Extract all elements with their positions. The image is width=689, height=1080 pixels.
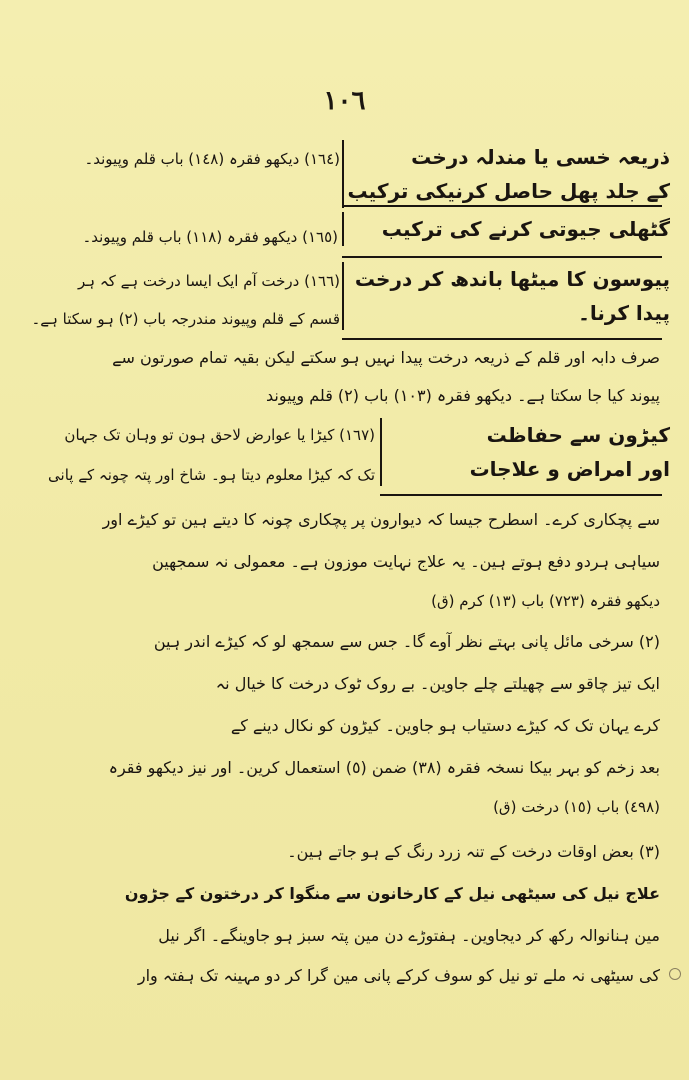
heading-peach-box (342, 262, 670, 330)
body-line-18: علاج نیل کی سیٹھی نیل کے کارخانون سے منگوا کر درختون کے جڑون (124, 884, 660, 903)
heading-graft-box (342, 140, 670, 208)
heading-insects-underline (380, 494, 662, 496)
body-line-11: دیکھو فقرہ (٧٢٣) باب (١٣) کرم (ق) (431, 592, 660, 610)
body-line-12: (٢) سرخی مائل پانی بہتے نظر آوے گا۔ جس سے سمجھ لو کہ کیڑے اندر ہین (153, 632, 660, 651)
heading-graft-line-2: کے جلد پھل حاصل کرنیکی ترکیب (347, 179, 670, 203)
body-line-3: (١٦٦) درخت آم ایک ایسا درخت ہے کہ ہر (78, 272, 340, 290)
heading-graft-line-1: ذریعہ خسی یا مندلہ درخت (411, 145, 670, 169)
body-line-6: پیوند کیا جا سکتا ہے۔ دیکھو فقرہ (١٠٣) باب (٢) قلم وپیوند (266, 386, 660, 405)
heading-peach-line-1: پیوسون کا میٹھا باندھ کر درخت (354, 267, 670, 291)
body-line-19: مین ہنانوالہ رکھ کر دیجاوین۔ ہفتوڑے دن مین پتہ سبز ہو جاوینگے۔ اگر نیل (158, 926, 660, 945)
heading-seed-box (342, 212, 670, 246)
body-line-2: (١٦٥) دیکھو فقرہ (١١٨) باب قلم وپیوند۔ (82, 228, 338, 246)
body-line-7: (١٦٧) کیڑا یا عوارض لاحق ہون تو وہان تک جہان (64, 426, 375, 444)
body-line-9: سے پچکاری کرے۔ اسطرح جیسا کہ دیوارون پر پچکاری چونہ کا دیتے ہین تو کیڑے اور (102, 510, 660, 529)
heading-peach-underline (342, 338, 662, 340)
heading-seed-underline (342, 256, 662, 258)
heading-insects-line-2: اور امراض و علاجات (469, 457, 670, 481)
body-line-8: تک کہ کیڑا معلوم دیتا ہو۔ شاخ اور پتہ چونہ کے پانی (48, 466, 375, 484)
body-line-13: ایک تیز چاقو سے چھیلتے چلے جاوین۔ بے روک ٹوک درخت کا خیال نہ (215, 674, 660, 693)
heading-insects-box (380, 418, 670, 486)
body-line-10: سیاہی ہردو دفع ہوتے ہین۔ یہ علاج نہایت موزون ہے۔ معمولی نہ سمجھین (152, 552, 660, 571)
body-line-20: کی سیٹھی نہ ملے تو نیل کو سوف کرکے پانی مین گرا کر دو مہینہ تک ہفتہ وار (137, 966, 660, 985)
body-line-15: بعد زخم کو بہر بیکا نسخہ فقرہ (٣٨) ضمن (٥) استعمال کرین۔ اور نیز دیکھو فقرہ (108, 758, 660, 777)
margin-stamp-mark (669, 968, 681, 980)
heading-seed-line-1: گٹھلی جیوتی کرنے کی ترکیب (381, 217, 670, 241)
body-line-17: (٣) بعض اوقات درخت کے تنہ زرد رنگ کے ہو جاتے ہین۔ (287, 842, 660, 861)
body-line-1: (١٦٤) دیکھو فقرہ (١٤٨) باب قلم وپیوند۔ (84, 150, 340, 168)
body-line-14: کرے یہان تک کہ کیڑے دستیاب ہو جاوین۔ کیڑون کو نکال دینے کے (230, 716, 660, 735)
page-number: ١٠٦ (323, 86, 366, 116)
heading-peach-line-2: پیدا کرنا۔ (578, 301, 670, 325)
heading-insects-line-1: کیڑون سے حفاظت (486, 423, 670, 447)
heading-graft-underline (342, 205, 662, 207)
body-line-16: (٤٩٨) باب (١٥) درخت (ق) (493, 798, 660, 816)
body-line-4: قسم کے قلم وپیوند مندرجہ باب (٢) ہو سکتا ہے۔ (31, 310, 340, 328)
body-line-5: صرف دابہ اور قلم کے ذریعہ درخت پیدا نہیں ہو سکتے لیکن بقیہ تمام صورتون سے (112, 348, 660, 367)
